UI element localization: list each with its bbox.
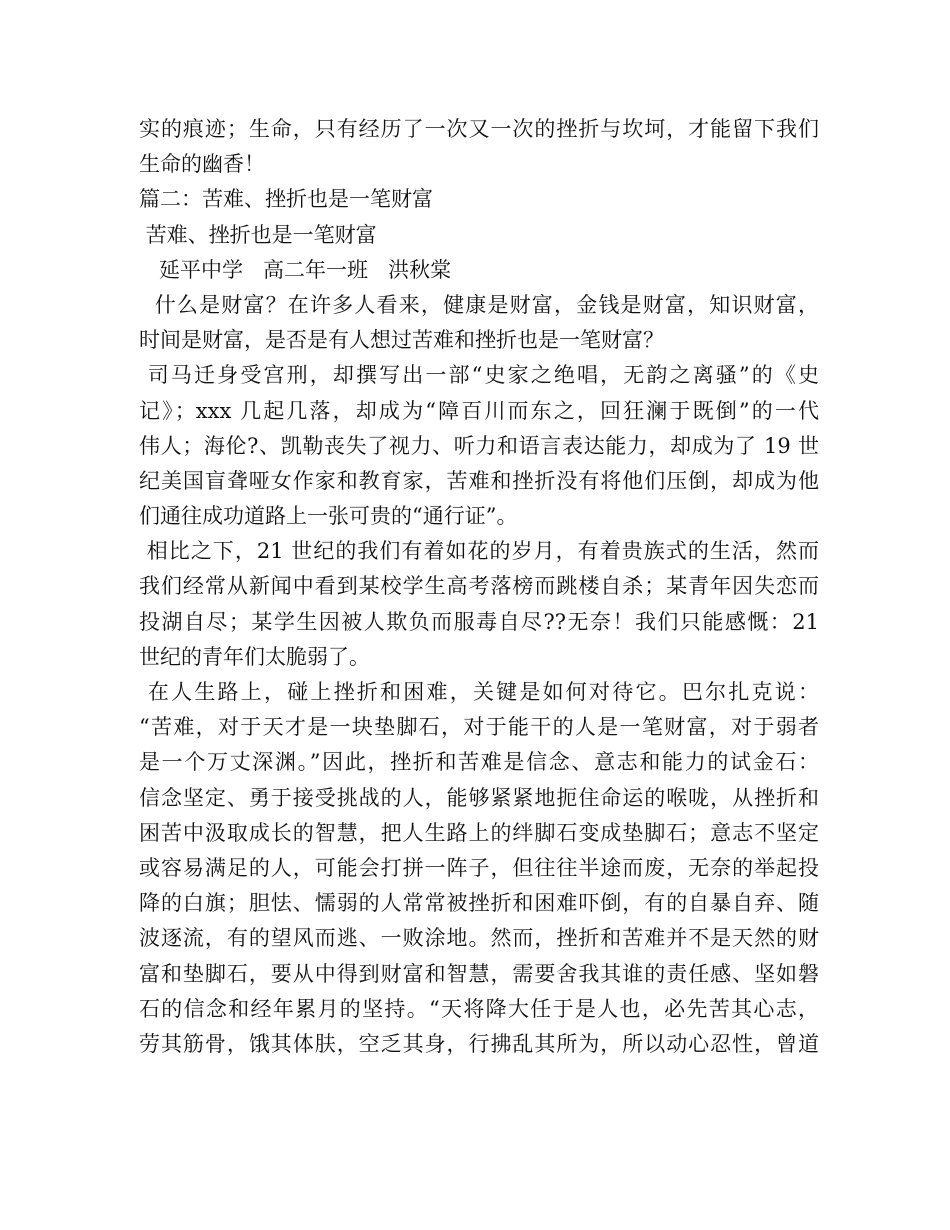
text-line: 世纪的青年们太脆弱了。 [139,644,370,669]
text-line: 伟人；海伦?、凯勒丧失了视力、听力和语言表达能力，却成为了 19 世 [139,433,819,458]
section-heading: 篇二：苦难、挫折也是一笔财富 [139,187,433,212]
text-line: 困苦中汲取成长的智慧，把人生路上的绊脚石变成垫脚石；意志不坚定 [139,820,819,845]
text-line: 劳其筋骨，饿其体肤，空乏其身，行拂乱其所为，所以动心忍性，曾道 [139,1031,819,1056]
text-line: 波逐流，有的望风而逃、一败涂地。然而，挫折和苦难并不是天然的财 [139,926,819,951]
text-line: 我们经常从新闻中看到某校学生高考落榜而跳楼自杀；某青年因失恋而 [139,574,819,599]
text-line: 生命的幽香！ [139,152,265,177]
author-line: 延平中学 高二年一班 洪秋棠 [139,257,452,282]
essay-title: 苦难、挫折也是一笔财富 [139,222,377,247]
text-line: 相比之下，21 世纪的我们有着如花的岁月，有着贵族式的生活，然而 [139,539,819,564]
document-body [139,112,819,1062]
text-line: 投湖自尽；某学生因被人欺负而服毒自尽??无奈！我们只能感慨：21 [139,609,819,634]
text-line: 富和垫脚石，要从中得到财富和智慧，需要舍我其谁的责任感、坚如磐 [139,961,819,986]
text-line: 时间是财富，是否是有人想过苦难和挫折也是一笔财富？ [139,328,664,353]
text-line: 什么是财富？在许多人看来，健康是财富，金钱是财富，知识财富， [139,292,819,317]
text-line: 或容易满足的人，可能会打拼一阵子，但往往半途而废，无奈的举起投 [139,855,819,880]
text-line: 信念坚定、勇于接受挑战的人，能够紧紧地扼住命运的喉咙，从挫折和 [139,785,819,810]
text-line: 是一个万丈深渊。”因此，挫折和苦难是信念、意志和能力的试金石： [139,750,819,775]
text-line: 司马迁身受宫刑，却撰写出一部“史家之绝唱，无韵之离骚”的《史 [139,363,819,388]
text-line: 实的痕迹；生命，只有经历了一次又一次的挫折与坎坷，才能留下我们 [139,117,819,141]
text-line: 纪美国盲聋哑女作家和教育家，苦难和挫折没有将他们压倒，却成为他 [139,468,819,493]
text-line: “苦难，对于天才是一块垫脚石，对于能干的人是一笔财富，对于弱者 [139,715,819,740]
text-line: 石的信念和经年累月的坚持。“天将降大任于是人也，必先苦其心志， [139,996,819,1021]
text-line: 记》；xxx 几起几落，却成为“障百川而东之，回狂澜于既倒”的一代 [139,398,819,423]
text-line: 降的白旗；胆怯、懦弱的人常常被挫折和困难吓倒，有的自暴自弃、随 [139,891,819,916]
text-line: 们通往成功道路上一张可贵的“通行证”。 [139,504,518,529]
text-line: 在人生路上，碰上挫折和困难，关键是如何对待它。巴尔扎克说： [139,680,819,704]
